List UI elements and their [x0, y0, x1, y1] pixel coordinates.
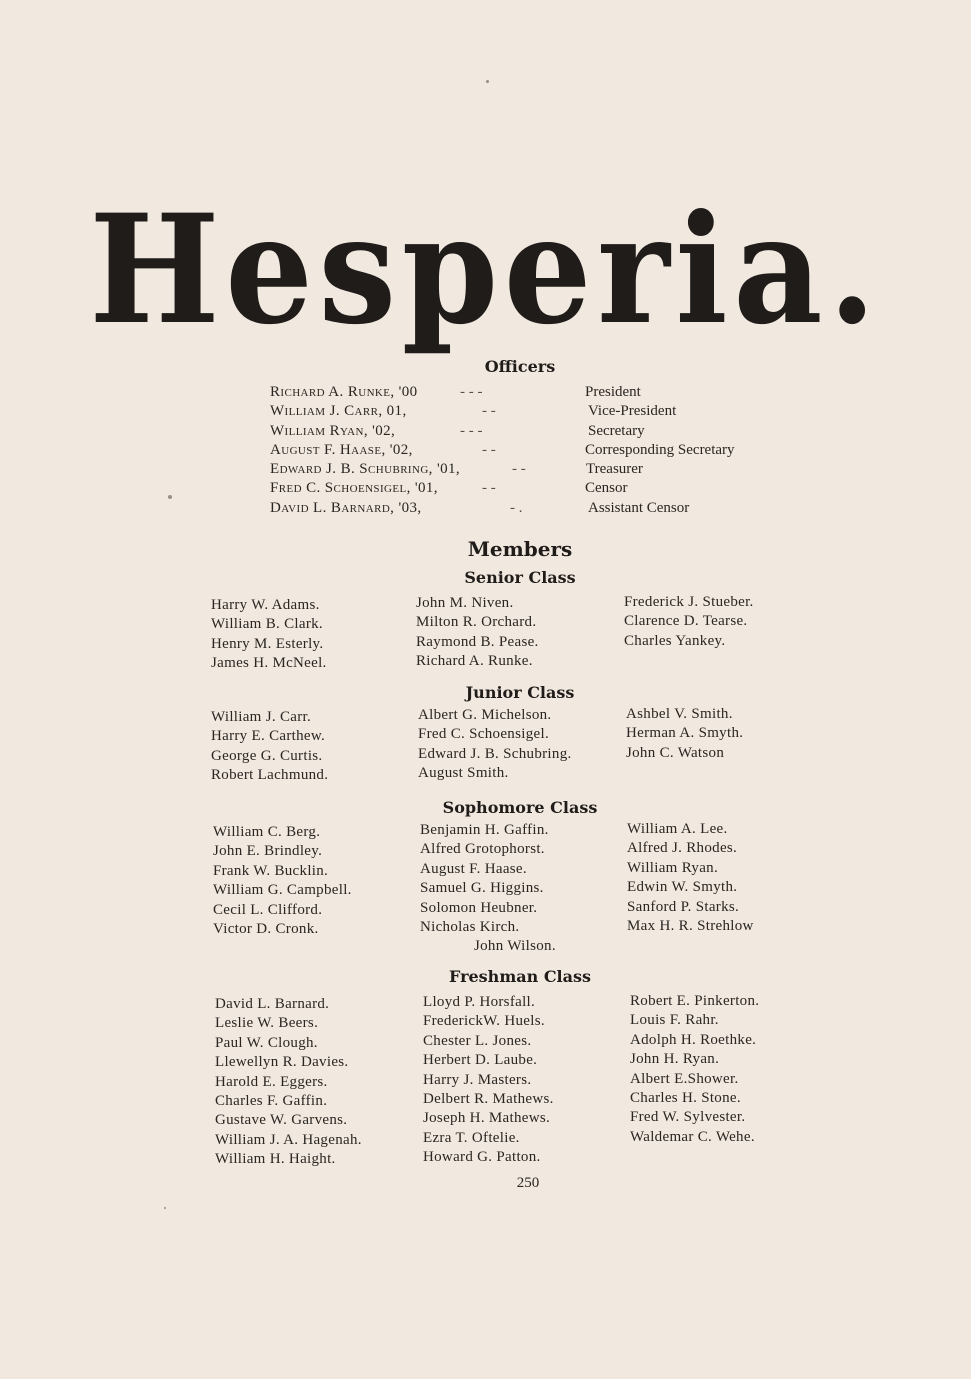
- member-name: William G. Campbell.: [213, 882, 352, 899]
- class-heading-sophomore: Sophomore Class: [442, 798, 598, 817]
- senior-column-2: [416, 594, 539, 672]
- member-name: Gustave W. Garvens.: [215, 1112, 348, 1129]
- member-name: Frank W. Bucklin.: [213, 862, 329, 879]
- officer-name: William Ryan, '02,: [270, 422, 396, 439]
- member-name: John H. Ryan.: [630, 1051, 720, 1068]
- member-name: Delbert R. Mathews.: [423, 1091, 554, 1108]
- officer-role: Vice-President: [588, 403, 677, 420]
- member-name: Max H. R. Strehlow: [627, 918, 754, 935]
- member-name: Herman A. Smyth.: [626, 725, 744, 742]
- member-name: Louis F. Rahr.: [630, 1012, 719, 1029]
- officer-dashes: - -: [512, 461, 526, 478]
- class-heading-senior: Senior Class: [464, 568, 576, 587]
- member-name: Herbert D. Laube.: [423, 1052, 538, 1069]
- member-name: August F. Haase.: [420, 860, 527, 877]
- member-name: Robert E. Pinkerton.: [630, 993, 760, 1009]
- officer-name: Richard A. Runke, '00: [270, 384, 418, 400]
- freshman-column-2: [423, 993, 554, 1168]
- officer-row: [270, 422, 790, 441]
- member-name: Richard A. Runke.: [416, 653, 533, 670]
- member-name: Edward J. B. Schubring.: [418, 745, 572, 762]
- officer-name: August F. Haase, '02,: [270, 441, 413, 458]
- officer-role: Assistant Censor: [588, 499, 690, 516]
- member-name: Milton R. Orchard.: [416, 614, 537, 631]
- member-name: Albert E.Shower.: [630, 1070, 739, 1087]
- paper-speck: [164, 1207, 166, 1209]
- member-name: Llewellyn R. Davies.: [215, 1054, 349, 1071]
- member-name: Solomon Heubner.: [420, 899, 538, 916]
- officer-dashes: - -: [482, 441, 496, 458]
- member-name: Waldemar C. Wehe.: [630, 1128, 755, 1145]
- member-name: John Wilson.: [474, 938, 556, 955]
- member-name: William H. Haight.: [215, 1151, 336, 1168]
- officer-row: [270, 479, 790, 498]
- member-name: William Ryan.: [627, 859, 719, 876]
- member-name: Paul W. Clough.: [215, 1034, 318, 1051]
- member-name: Ezra T. Oftelie.: [423, 1129, 520, 1146]
- officer-role: Censor: [585, 480, 628, 497]
- member-name: Robert Lachmund.: [211, 767, 329, 784]
- member-name: Albert G. Michelson.: [418, 707, 552, 723]
- member-name: Fred C. Schoensigel.: [418, 726, 549, 743]
- member-name: Cecil L. Clifford.: [213, 901, 323, 918]
- officer-dashes: - - -: [460, 422, 483, 439]
- member-name: Harry E. Carthew.: [211, 728, 326, 745]
- officer-name: Edward J. B. Schubring, '01,: [270, 461, 461, 478]
- junior-column-1: [211, 708, 328, 786]
- member-name: August Smith.: [418, 765, 509, 782]
- member-name: William C. Berg.: [213, 824, 321, 840]
- member-name: Alfred Grotophorst.: [420, 841, 545, 858]
- member-name: David L. Barnard.: [215, 996, 330, 1012]
- paper-speck: [486, 80, 489, 83]
- officer-role: Corresponding Secretary: [585, 441, 735, 458]
- officer-row: [270, 460, 790, 479]
- member-name: John E. Brindley.: [213, 843, 323, 860]
- class-heading-freshman: Freshman Class: [448, 967, 592, 986]
- member-name: Benjamin H. Gaffin.: [420, 822, 549, 838]
- officer-role: President: [585, 384, 641, 400]
- member-name: Charles H. Stone.: [630, 1090, 741, 1107]
- member-name: Lloyd P. Horsfall.: [423, 994, 536, 1010]
- page-title: Hesperia.: [89, 182, 882, 358]
- officer-role: Secretary: [588, 422, 645, 439]
- member-name: Charles F. Gaffin.: [215, 1093, 328, 1110]
- member-name: John M. Niven.: [416, 595, 514, 611]
- member-name: Samuel G. Higgins.: [420, 880, 544, 897]
- member-name: John C. Watson: [626, 744, 725, 761]
- member-name: Frederick J. Stueber.: [624, 594, 754, 610]
- officer-dashes: - -: [482, 480, 496, 497]
- member-name: Nicholas Kirch.: [420, 919, 520, 936]
- officer-name: Fred C. Schoensigel, '01,: [270, 480, 438, 497]
- senior-column-1: [211, 596, 327, 674]
- member-name: William A. Lee.: [627, 821, 728, 837]
- officer-row: [270, 383, 790, 402]
- freshman-column-3: [630, 992, 759, 1147]
- member-name: George G. Curtis.: [211, 747, 323, 764]
- officer-row: [270, 499, 790, 518]
- member-name: Sanford P. Starks.: [627, 898, 740, 915]
- member-name: William J. A. Hagenah.: [215, 1131, 362, 1148]
- member-name: Victor D. Cronk.: [213, 921, 319, 938]
- member-name: Alfred J. Rhodes.: [627, 840, 738, 857]
- member-name: James H. McNeel.: [211, 655, 327, 672]
- junior-column-2: [418, 706, 572, 784]
- members-heading: Members: [467, 537, 573, 561]
- page-number: 250: [516, 1175, 540, 1191]
- senior-column-3: [624, 593, 754, 651]
- officers-list: [270, 383, 790, 518]
- member-name: Joseph H. Mathews.: [423, 1110, 551, 1127]
- junior-column-3: [626, 705, 743, 763]
- member-name: Charles Yankey.: [624, 632, 726, 649]
- sophomore-column-1: [213, 823, 352, 939]
- member-name: Harry W. Adams.: [211, 597, 320, 613]
- paper-speck: [168, 495, 172, 499]
- sophomore-column-2: [420, 821, 556, 957]
- class-heading-junior: Junior Class: [465, 683, 575, 702]
- member-name: William J. Carr.: [211, 709, 312, 725]
- member-name: Leslie W. Beers.: [215, 1015, 319, 1032]
- officer-dashes: - .: [510, 499, 523, 516]
- freshman-column-1: [215, 995, 362, 1170]
- officer-row: [270, 402, 790, 421]
- member-name: Raymond B. Pease.: [416, 633, 539, 650]
- officers-heading: Officers: [484, 357, 556, 376]
- member-name: Clarence D. Tearse.: [624, 613, 748, 630]
- member-name: Ashbel V. Smith.: [626, 706, 733, 722]
- member-name: Fred W. Sylvester.: [630, 1109, 746, 1126]
- officer-dashes: - - -: [460, 384, 483, 400]
- member-name: Adolph H. Roethke.: [630, 1031, 757, 1048]
- member-name: Harold E. Eggers.: [215, 1073, 328, 1090]
- member-name: William B. Clark.: [211, 616, 323, 633]
- officer-dashes: - -: [482, 403, 496, 420]
- member-name: Harry J. Masters.: [423, 1071, 532, 1088]
- officer-name: David L. Barnard, '03,: [270, 499, 422, 516]
- officer-name: William J. Carr, 01,: [270, 403, 407, 420]
- member-name: Howard G. Patton.: [423, 1149, 541, 1166]
- member-name: Henry M. Esterly.: [211, 635, 324, 652]
- officer-role: Treasurer: [586, 461, 643, 478]
- officer-row: [270, 441, 790, 460]
- sophomore-column-3: [627, 820, 754, 936]
- member-name: Chester L. Jones.: [423, 1032, 532, 1049]
- member-name: FrederickW. Huels.: [423, 1013, 545, 1030]
- member-name: Edwin W. Smyth.: [627, 879, 738, 896]
